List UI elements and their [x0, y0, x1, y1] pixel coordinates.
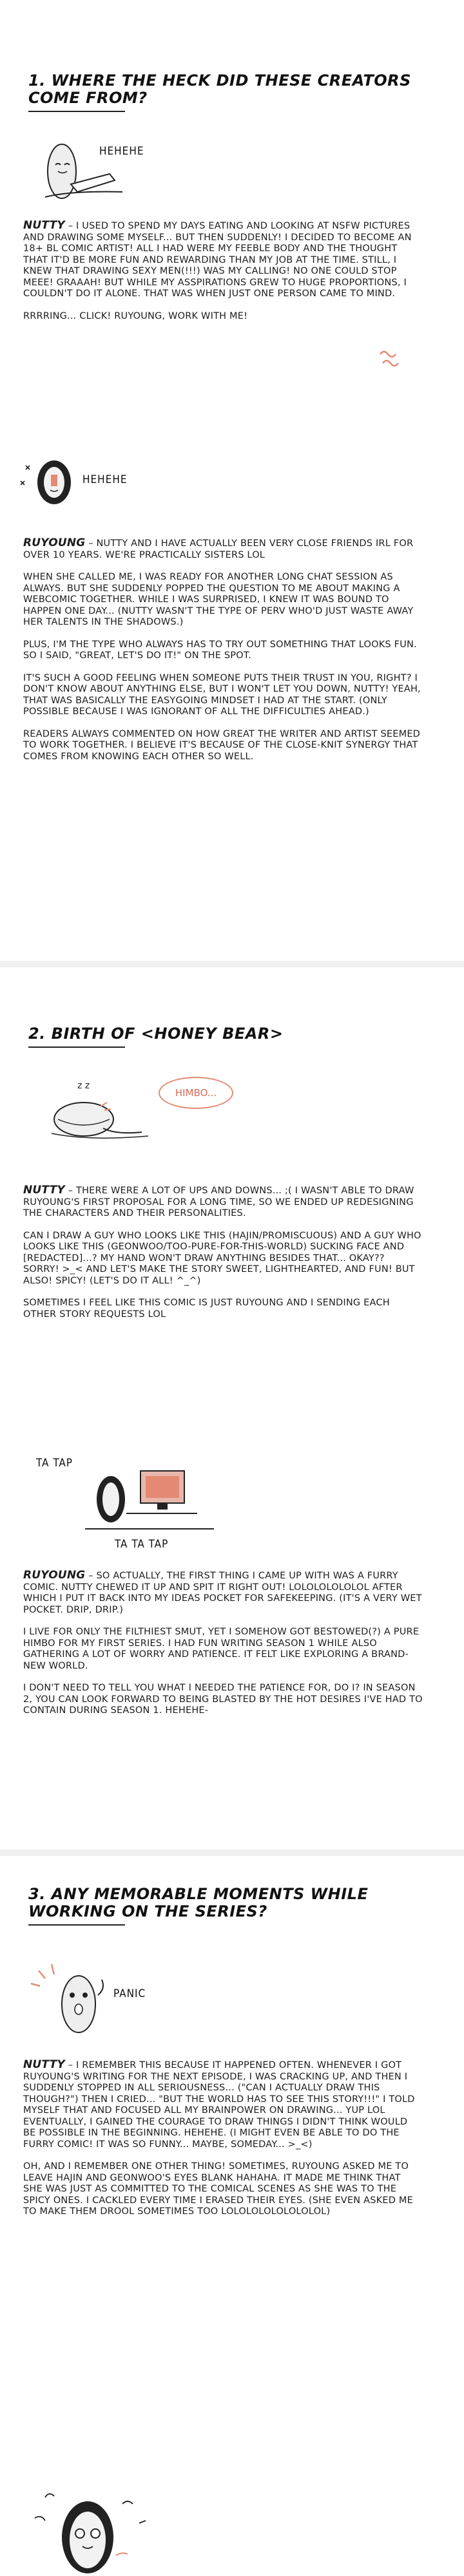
- nutty-answer-2: [23, 1185, 423, 1331]
- hehehe-sfx-2: HEHEHE: [82, 473, 128, 486]
- himbo-bubble-text: HIMBO...: [175, 1087, 217, 1099]
- ta-tap-sfx: TA TAP: [36, 1457, 73, 1470]
- section-divider: [0, 1850, 464, 1856]
- section-3-heading-line1: 3. ANY MEMORABLE MOMENTS WHILE: [28, 1885, 369, 1903]
- nutty-answer-3-p2: OH, AND I REMEMBER ONE OTHER THING! SOMETIMES, RUYOUNG ASKED ME TO LEAVE HAJIN AND GEONWOO'S EYES BLANK HAHAHA. IT MADE ME THINK THAT SHE WAS JUST AS COMMITTED TO THE COMICAL SCENES AS SHE WAS TO THE SPICY ONES. I CACKLED EVERY TIME I ERASED THEIR EYES. (SHE EVEN ASKED ME TO MAKE THEM DROOL SOMETIMES TOO LOLOLOLOLOLOLOLOL): [23, 2161, 413, 2217]
- section-divider: [0, 961, 464, 967]
- ruyoung-answer-1-p2: WHEN SHE CALLED ME, I WAS READY FOR ANOTHER LONG CHAT SESSION AS ALWAYS. BUT SHE SUDDENLY POPPED THE QUESTION TO ME ABOUT MAKING A WEBCOMIC TOGETHER. WHILE I WAS SURPRISED, I KNEW IT WAS BOUND TO HAPPEN ONE DAY... (NUTTY WASN'T THE TYPE OF PERV WHO'D JUST WASTE AWAY HER TALENTS IN THE SHADOWS.): [23, 572, 414, 627]
- nutty-answer-3-p1: [23, 2060, 423, 2150]
- section-2-heading-line1: 2. BIRTH OF <HONEY BEAR>: [28, 1025, 284, 1043]
- heading-underline: [28, 111, 125, 112]
- nutty-answer-2-p1: [23, 1185, 423, 1220]
- section-1-heading: [28, 72, 428, 112]
- speaker-ruyoung: RUYOUNG: [23, 536, 86, 549]
- button-eyes-character-illustration: [26, 2478, 180, 2575]
- nutty-answer-2-p2: CAN I DRAW A GUY WHO LOOKS LIKE THIS (HAJIN/PROMISCUOUS) AND A GUY WHO LOOKS LIKE THIS (GEONWOO/TOO-PURE-FOR-THIS-WORLD) SUCKING FACE AND [REDACTED]...? MY HAND WON'T DRAW ANYTHING BESIDES THAT... OKAY?? SORRY! >_< AND LET'S MAKE THE STORY SWEET, LIGHTHEARTED, AND FUN! BUT ALSO! SPICY! (LET'S DO IT ALL! ^_^): [23, 1230, 421, 1286]
- nutty-answer-3: [23, 2060, 423, 2229]
- nutty-answer-1-p2: RRRRING... CLICK! RUYOUNG, WORK WITH ME!: [23, 310, 248, 321]
- heading-underline: [28, 1924, 125, 1926]
- hehehe-sfx: HEHEHE: [99, 145, 144, 158]
- ruyoung-answer-2: [23, 1570, 423, 1728]
- answer-text: – SO ACTUALLY, THE FIRST THING I CAME UP WITH WAS A FURRY COMIC. NUTTY CHEWED IT UP AND SPIT IT RIGHT OUT! LOLOLOLOLOLOL AFTER WHICH I PUT IT BACK INTO MY IDEAS POCKET FOR SAFEKEEPING. (IT'S A VERY WET POCKET. DRIP, DRIP.): [23, 1571, 422, 1615]
- himbo-thought-bubble: [159, 1077, 233, 1109]
- section-3-heading-line2: WORKING ON THE SERIES?: [28, 1902, 267, 1920]
- ruyoung-answer-2-p2: I LIVE FOR ONLY THE FILTHIEST SMUT, YET I SOMEHOW GOT BESTOWED(?) A PURE HIMBO FOR MY FIRST SERIES. I HAD FUN WRITING SEASON 1 WHILE ALSO GATHERING A LOT OF WORRY AND PATIENCE. IT FELT LIKE EXPLORING A BRAND-NEW WORLD.: [23, 1627, 420, 1671]
- nutty-answer-1: [23, 220, 423, 333]
- nutty-answer-2-p3: SOMETIMES I FEEL LIKE THIS COMIC IS JUST RUYOUNG AND I SENDING EACH OTHER STORY REQUESTS LOL: [23, 1298, 390, 1320]
- typing-character-illustration: [81, 1462, 217, 1533]
- answer-text: – I REMEMBER THIS BECAUSE IT HAPPENED OFTEN. WHENEVER I GOT RUYOUNG'S WRITING FOR THE NEXT EPISODE, I WAS CRACKING UP, AND THEN I SUDDENLY STOPPED IN ALL SERIOUSNESS... ("CAN I ACTUALLY DRAW THIS THOUGH?") THEN I CRIED... "BUT THE WORLD HAS TO SEE THIS STORY!!!" I TOLD MYSELF THAT AND FOCUSED ALL MY BRAINPOWER ON DRAWING... YUP LOL EVENTUALLY, I GAINED THE COURAGE TO DRAW THINGS I DIDN'T THINK WOULD BE POSSIBLE IN THE BEGINNING. HEHEHE. (I MIGHT EVEN BE ABLE TO DO THE FURRY COMIC! IT WAS SO FUNNY... MAYBE, SOMEDAY... >_<): [23, 2060, 415, 2150]
- answer-text: – NUTTY AND I HAVE ACTUALLY BEEN VERY CLOSE FRIENDS IRL FOR OVER 10 YEARS. WE'RE PRACTICALLY SISTERS LOL: [23, 538, 414, 560]
- ta-ta-tap-sfx: TA TA TAP: [115, 1538, 169, 1551]
- sleeping-character-illustration: [39, 1069, 168, 1146]
- speaker-nutty: NUTTY: [23, 219, 65, 232]
- answer-text: – I USED TO SPEND MY DAYS EATING AND LOOKING AT NSFW PICTURES AND DRAWING SOME MYSELF... BUT THEN SUDDENLY! I DECIDED TO BECOME AN 18+ BL COMIC ARTIST! ALL I HAD WERE MY FEEBLE BODY AND THE THOUGHT THAT IT'D BE MORE FUN AND REWARDING THAN MY JOB AT THE TIME. STILL, I KNEW THAT DRAWING SEXY MEN(!!!) WAS MY CALLING! NO ONE COULD STOP MEEE! GRAAAH! BUT WHILE MY ASSPIRATIONS GREW TO HUGE PROPORTIONS, I COULDN'T DO IT ALONE. THAT WAS WHEN JUST ONE PERSON CAME TO MIND.: [23, 221, 412, 299]
- panic-sfx: PANIC: [113, 1987, 146, 2000]
- speaker-ruyoung: RUYOUNG: [23, 1569, 86, 1582]
- speaker-nutty: NUTTY: [23, 1184, 65, 1197]
- section-1-heading-line2: COME FROM?: [28, 89, 148, 107]
- nutty-answer-1-p1: [23, 220, 423, 300]
- ruyoung-answer-1-p5: READERS ALWAYS COMMENTED ON HOW GREAT THE WRITER AND ARTIST SEEMED TO WORK TOGETHER. I BELIEVE IT'S BECAUSE OF THE CLOSE-KNIT SYNERGY THAT COMES FROM KNOWING EACH OTHER SO WELL.: [23, 728, 421, 762]
- section-3-heading: [28, 1886, 428, 1926]
- squiggle-doodle-icon: [378, 348, 403, 370]
- ruyoung-answer-1-p3: PLUS, I'M THE TYPE WHO ALWAYS HAS TO TRY OUT SOMETHING THAT LOOKS FUN. SO I SAID, "GREAT, LET'S DO IT!" ON THE SPOT.: [23, 639, 417, 661]
- ruyoung-answer-1: [23, 538, 423, 773]
- heading-underline: [28, 1046, 125, 1048]
- panic-character-illustration: [26, 1958, 168, 2041]
- ruyoung-answer-2-p1: [23, 1570, 423, 1616]
- ruyoung-answer-1-p4: IT'S SUCH A GOOD FEELING WHEN SOMEONE PUTS THEIR TRUST IN YOU, RIGHT? I DON'T KNOW ABOUT ANYTHING ELSE, BUT I WON'T LET YOU DOWN, NUTTY! YEAH, THAT WAS BASICALLY THE EASYGOING MINDSET I HAD AT THE START. (ONLY POSSIBLE BECAUSE I WAS IGNORANT OF ALL THE DIFFICULTIES AHEAD.): [23, 672, 421, 717]
- section-2-heading: [28, 1025, 428, 1048]
- ruyoung-answer-1-p1: [23, 538, 423, 561]
- ruyoung-answer-2-p3: I DON'T NEED TO TELL YOU WHAT I NEEDED THE PATIENCE FOR, DO I? IN SEASON 2, YOU CAN LOOK FORWARD TO BEING BLASTED BY THE HOT DESIRES I'VE HAD TO CONTAIN DURING SEASON 1. HEHEHE-: [23, 1683, 423, 1716]
- section-1-heading-line1: 1. WHERE THE HECK DID THESE CREATORS: [28, 71, 411, 90]
- answer-text: – THERE WERE A LOT OF UPS AND DOWNS... ;( I WASN'T ABLE TO DRAW RUYOUNG'S FIRST PROPOSAL FOR A LONG TIME, SO WE ENDED UP REDESIGNING THE CHARACTERS AND THEIR PERSONALITIES.: [23, 1186, 414, 1218]
- svg-text:z z: z z: [77, 1081, 90, 1091]
- speaker-nutty: NUTTY: [23, 2058, 65, 2071]
